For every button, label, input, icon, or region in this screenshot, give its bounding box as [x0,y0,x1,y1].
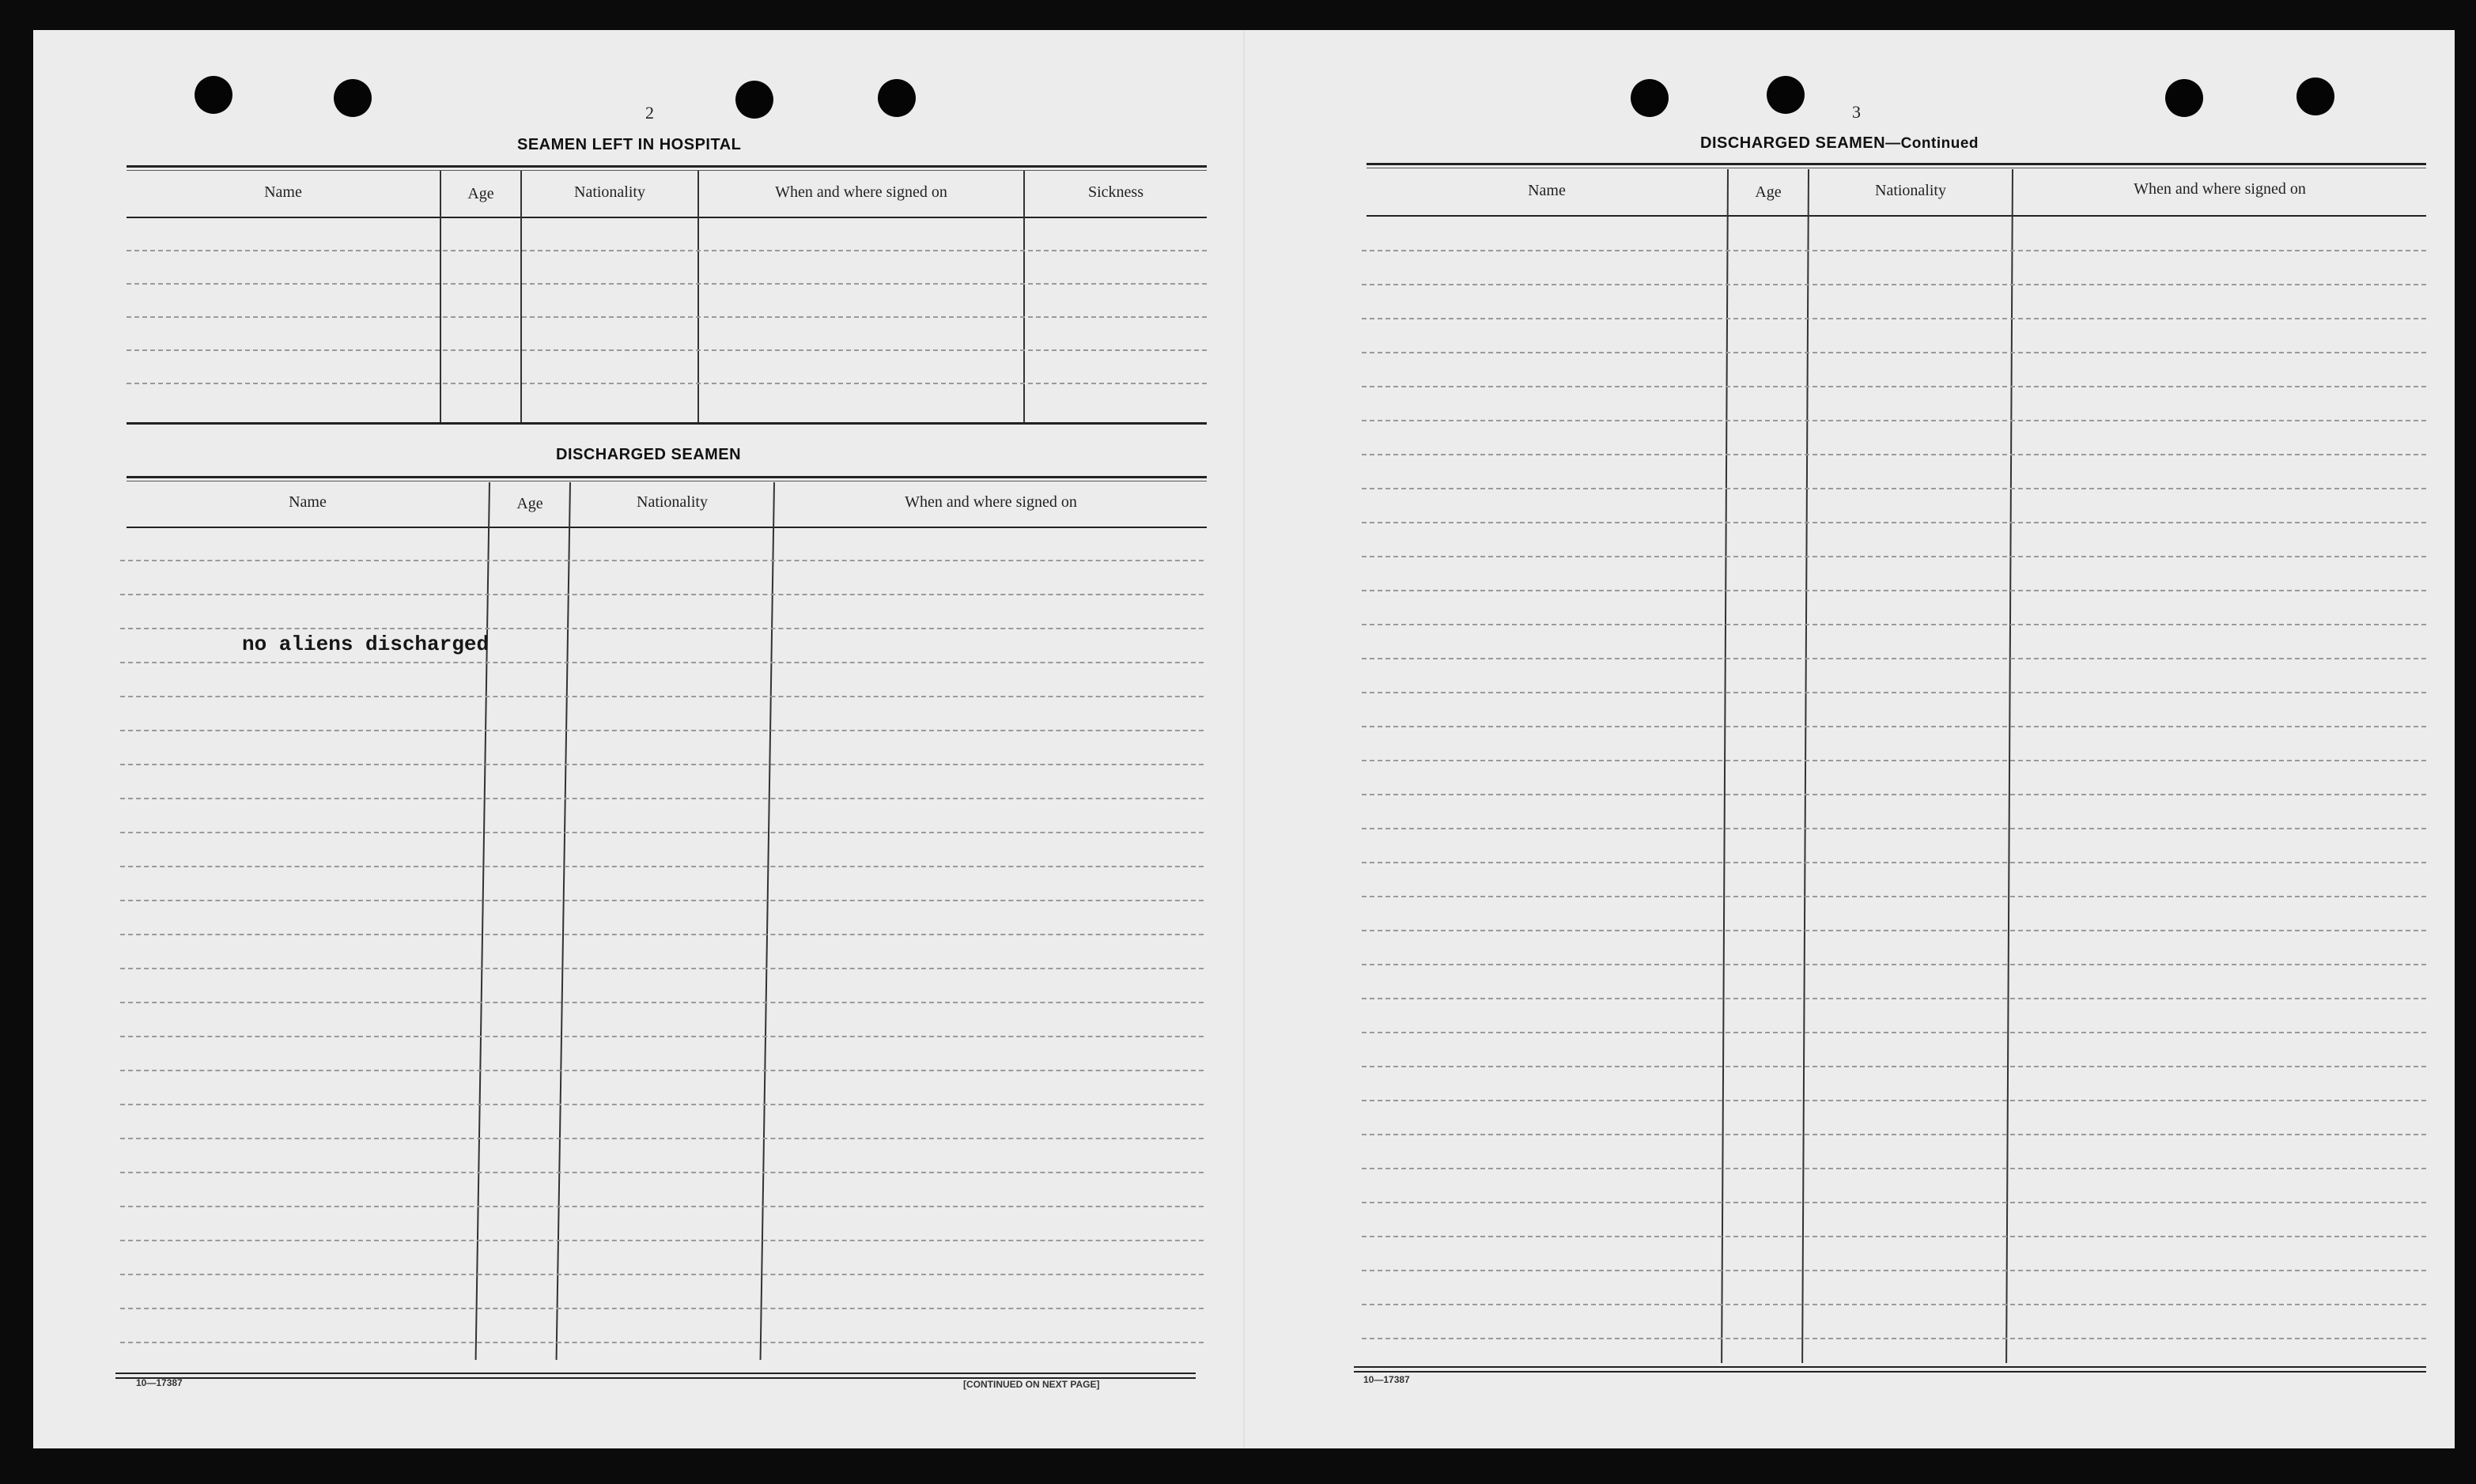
column-divider [1801,169,1809,1363]
page-number-right: 3 [1852,102,1861,122]
table-row [120,968,1204,969]
punch-hole [878,79,916,117]
punch-hole [735,81,773,119]
page-number-left: 2 [645,103,654,123]
column-divider [556,482,571,1360]
table-row [120,764,1204,765]
column-divider [520,171,522,424]
column-divider [2005,169,2013,1363]
hospital-section-title: SEAMEN LEFT IN HOSPITAL [517,136,742,153]
table-row [120,866,1204,867]
table-row [120,798,1204,799]
column-divider [1721,169,1729,1363]
table-row [120,934,1204,935]
table-row [1362,998,2426,999]
table-row [120,1138,1204,1139]
table-row [1362,1270,2426,1271]
table-row [127,283,1207,285]
table-row [1362,828,2426,829]
table-row [120,1308,1204,1309]
table-row [1362,590,2426,591]
discharged-section-title-left: DISCHARGED SEAMEN [556,446,742,463]
table-row [120,1036,1204,1037]
table-row [127,349,1207,351]
table-row [1362,930,2426,931]
column-header-age: Age [516,495,543,512]
table-row [1362,454,2426,455]
column-header-nationality: Nationality [574,183,645,201]
table-top-rule [127,165,1207,168]
table-row [1362,1338,2426,1339]
column-header-name: Name [264,183,302,201]
table-row [1362,1032,2426,1033]
table-row [1362,964,2426,965]
column-header-sickness: Sickness [1088,183,1143,201]
discharged-title-text: DISCHARGED SEAMEN [1700,134,1886,152]
table-row [120,1274,1204,1275]
table-row [1362,1100,2426,1101]
table-row [1362,658,2426,659]
table-row [1362,896,2426,897]
table-bottom-rule [127,422,1207,425]
column-header-age: Age [1755,183,1782,201]
continued-suffix: —Continued [1885,135,1979,152]
no-aliens-discharged-note: no aliens discharged [242,632,490,656]
table-row [1362,284,2426,285]
table-row [1362,862,2426,863]
table-row [1362,1236,2426,1237]
table-row [1362,352,2426,353]
table-row [120,900,1204,901]
punch-hole [1631,79,1669,117]
column-divider [440,171,441,424]
column-header-nationality: Nationality [1875,182,1946,199]
table-row [120,1342,1204,1343]
column-header-age: Age [467,185,494,202]
column-divider [760,482,775,1360]
table-row [120,1240,1204,1241]
punch-hole [2165,79,2203,117]
table-row [127,316,1207,318]
table-bottom-rule [1354,1366,2426,1368]
header-bottom-rule [127,527,1207,528]
header-bottom-rule [1367,215,2426,217]
column-divider [475,482,490,1360]
punch-hole [195,76,232,114]
left-page [33,30,1243,1448]
table-row [120,662,1204,663]
table-row [120,1206,1204,1207]
table-top-rule-thin [127,170,1207,171]
table-row [120,1172,1204,1173]
table-row [1362,624,2426,625]
punch-hole [2296,77,2334,115]
document-sheet [33,30,2455,1448]
table-row [1362,1202,2426,1203]
table-bottom-rule [1354,1371,2426,1373]
table-row [120,560,1204,561]
table-row [1362,726,2426,727]
table-row [1362,794,2426,795]
header-bottom-rule [127,217,1207,218]
punch-hole [1767,76,1805,114]
continued-note: [CONTINUED ON NEXT PAGE] [963,1379,1100,1390]
column-header-nationality: Nationality [637,493,708,511]
right-page [1243,30,2455,1448]
column-header-when-where: When and where signed on [2134,180,2306,198]
table-row [1362,420,2426,421]
table-row [1362,692,2426,693]
table-row [1362,1134,2426,1135]
table-row [120,730,1204,731]
table-row [1362,760,2426,761]
column-header-name: Name [289,493,327,511]
table-row [1362,1168,2426,1169]
table-row [120,1002,1204,1003]
table-row [1362,1066,2426,1067]
column-header-when-where: When and where signed on [775,183,947,201]
column-header-name: Name [1528,182,1566,199]
table-row [1362,488,2426,489]
table-row [1362,1304,2426,1305]
table-row [1362,318,2426,319]
punch-hole [334,79,372,117]
table-row [120,594,1204,595]
table-row [120,1070,1204,1071]
table-row [120,832,1204,833]
table-row [120,1104,1204,1105]
column-divider [697,171,699,424]
table-row [127,383,1207,384]
table-row [1362,522,2426,523]
table-bottom-rule [115,1373,1196,1374]
form-number-left: 10—17387 [136,1377,183,1388]
table-top-rule [1367,163,2426,165]
table-row [1362,250,2426,251]
table-row [1362,386,2426,387]
column-divider [1023,171,1025,424]
table-top-rule [127,476,1207,478]
table-row [1362,556,2426,557]
column-header-when-where: When and where signed on [905,493,1077,511]
discharged-section-title-right [1700,134,1979,153]
form-number-right: 10—17387 [1363,1374,1410,1385]
table-row [120,628,1204,629]
table-row [127,250,1207,251]
table-row [120,696,1204,697]
